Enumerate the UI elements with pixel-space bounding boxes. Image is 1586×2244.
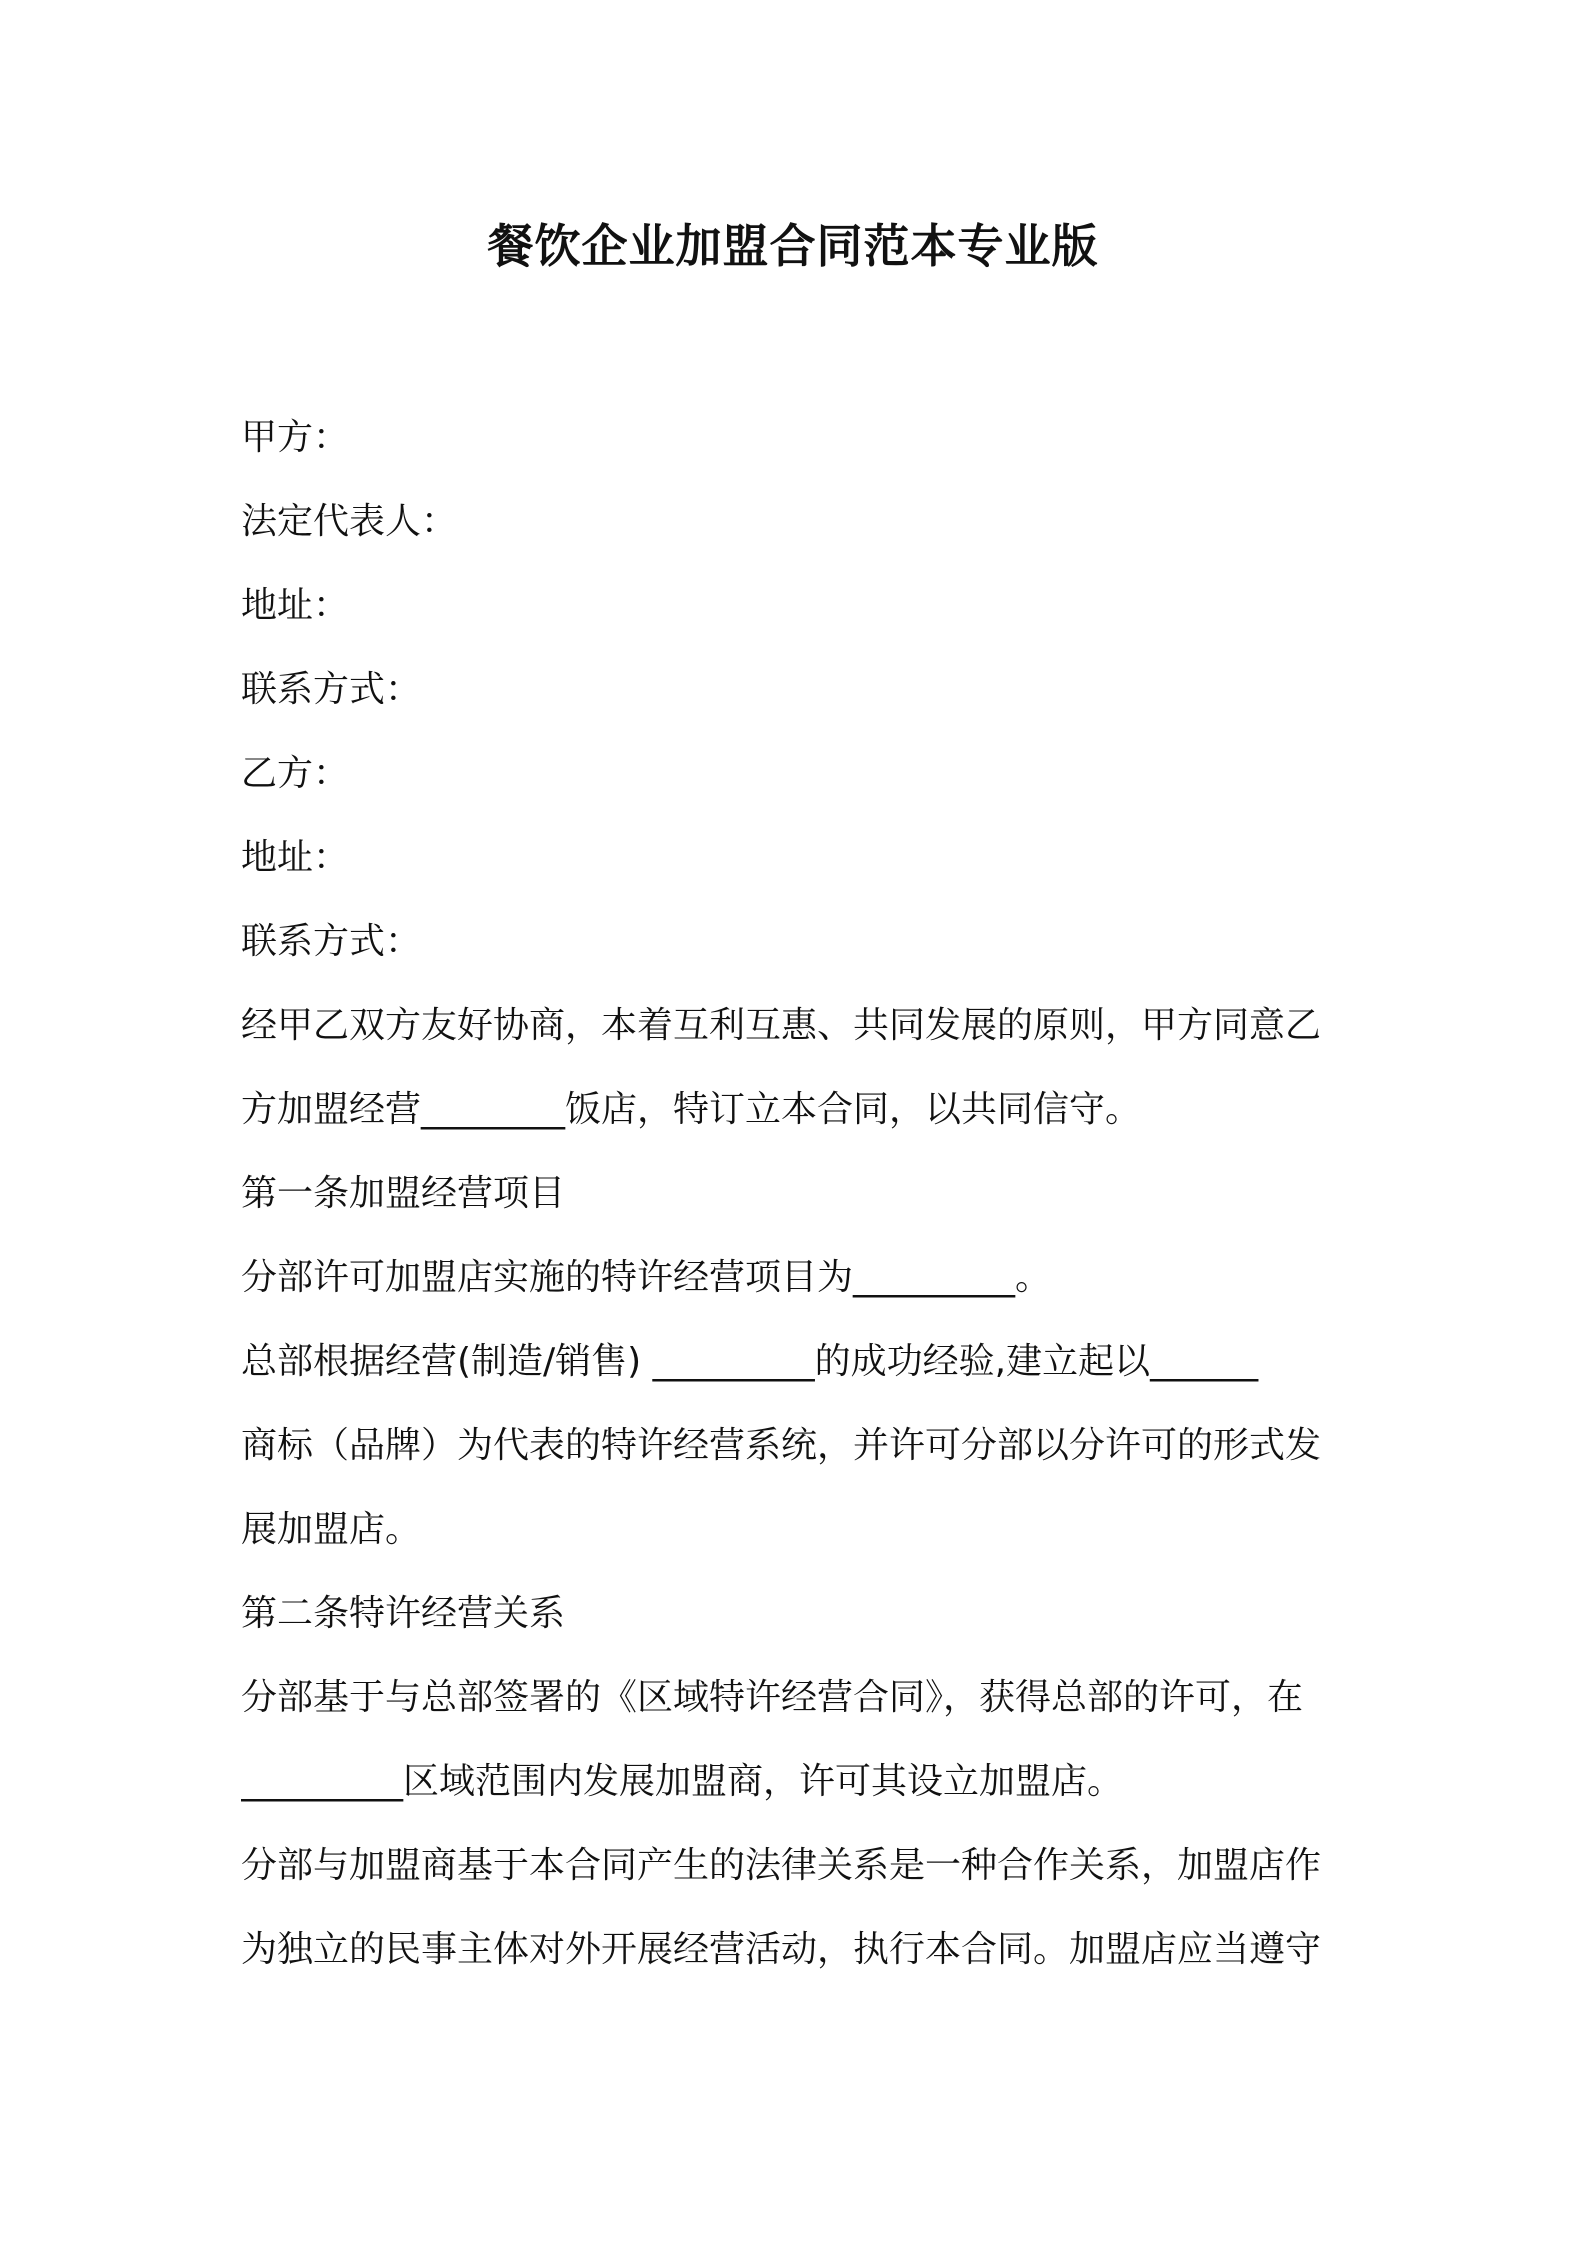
preamble-line: 方加盟经营________饭店，特订立本合同，以共同信守。 xyxy=(241,1089,1142,1130)
legal-representative-label: 法定代表人： xyxy=(241,501,458,542)
body-line: 展加盟店。 xyxy=(241,1509,422,1550)
preamble-line: 经甲乙双方友好协商，本着互利互惠、共同发展的原则，甲方同意乙 xyxy=(241,1005,1322,1046)
body-line: 分部与加盟商基于本合同产生的法律关系是一种合作关系，加盟店作 xyxy=(241,1845,1322,1886)
body-line: _________区域范围内发展加盟商，许可其设立加盟店。 xyxy=(241,1761,1124,1802)
party-a-label: 甲方： xyxy=(241,417,350,458)
party-b-address-label: 地址： xyxy=(241,837,350,878)
body-line: 商标（品牌）为代表的特许经营系统，并许可分部以分许可的形式发 xyxy=(241,1425,1322,1466)
party-b-contact-label: 联系方式： xyxy=(241,921,422,962)
party-a-address-label: 地址： xyxy=(241,585,350,626)
party-b-label: 乙方： xyxy=(241,753,350,794)
body-line: 为独立的民事主体对外开展经营活动，执行本合同。加盟店应当遵守 xyxy=(241,1929,1322,1970)
article-heading: 第一条加盟经营项目 xyxy=(241,1173,566,1214)
body-line: 分部许可加盟店实施的特许经营项目为_________。 xyxy=(241,1257,1052,1298)
body-line: 总部根据经营(制造/销售) _________的成功经验,建立起以______ xyxy=(241,1341,1259,1382)
party-a-contact-label: 联系方式： xyxy=(241,669,422,710)
article-heading: 第二条特许经营关系 xyxy=(241,1593,566,1634)
document-title: 餐饮企业加盟合同范本专业版 xyxy=(487,219,1099,273)
body-line: 分部基于与总部签署的《区域特许经营合同》，获得总部的许可，在 xyxy=(241,1677,1304,1718)
